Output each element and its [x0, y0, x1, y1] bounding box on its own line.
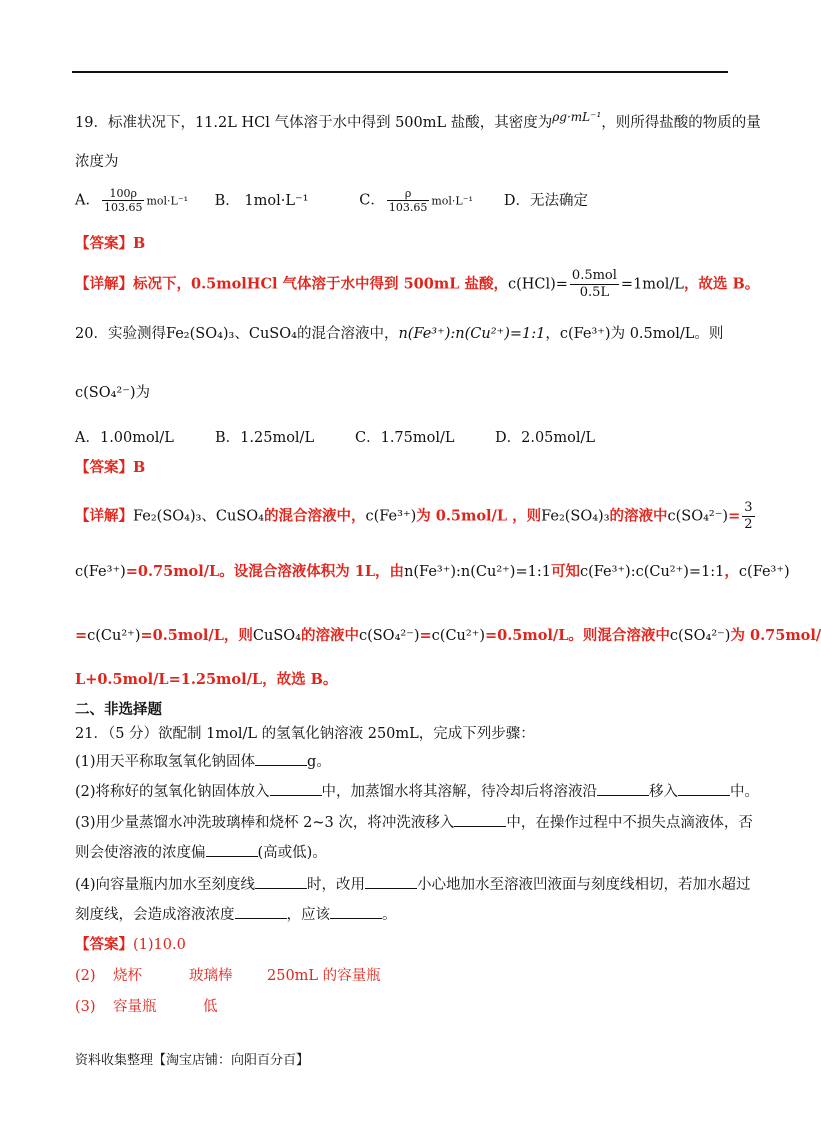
separator: 、: [234, 326, 249, 342]
step-text: 刻度线，会造成溶液浓度: [75, 907, 235, 923]
fraction-3-2: [742, 500, 754, 533]
q19-options: [75, 187, 588, 214]
q21-answer-1: [75, 935, 186, 955]
step-text-c: 移入: [649, 784, 679, 800]
equals: =: [419, 627, 432, 644]
option-a-fraction: [102, 187, 145, 214]
answer-text-c: 250mL 的容量瓶: [267, 968, 381, 984]
q20-detail-1: [75, 500, 757, 533]
formula-ratio: n(Fe³⁺):n(Cu²⁺)=1:1: [398, 326, 546, 342]
answer-text-b: 低: [203, 999, 218, 1015]
formula-cfe: c(Fe³⁺): [365, 508, 417, 525]
option-c-fraction: [387, 187, 430, 214]
formula-cuso4: CuSO₄: [252, 628, 301, 644]
formula-cso4: c(SO₄²⁻): [358, 628, 420, 644]
q20-option-c: C．1.75mol/L: [355, 430, 455, 446]
detail-text-c: 的溶液中: [609, 507, 668, 525]
option-a-unit: mol·L⁻¹: [146, 194, 189, 208]
step-text: (1)用天平称取氢氧化钠固体: [75, 754, 256, 770]
formula-ccu: c(Cu²⁺): [87, 628, 141, 644]
option-a-label: A．: [75, 192, 100, 209]
q20-text: 20．实验测得: [75, 326, 166, 342]
formula-cfe: c(Fe³⁺): [75, 564, 126, 580]
step-text: 则会使溶液的浓度偏: [75, 845, 206, 861]
frac-num: 100ρ: [102, 187, 145, 201]
header-rule: [72, 71, 728, 73]
frac-den: 0.5L: [579, 285, 610, 300]
q20-option-b: B．1.25mol/L: [215, 430, 315, 446]
q21-step4-cont: [75, 904, 397, 925]
blank: [255, 874, 307, 889]
q20-line2: [75, 383, 150, 403]
blank: [365, 874, 417, 889]
step-text: (3)用少量蒸馏水冲洗玻璃棒和烧杯 2~3 次，将冲洗液移入: [75, 815, 455, 831]
detail-text: 的混合溶液中，: [264, 507, 366, 525]
q19-line2: 浓度为: [75, 154, 119, 170]
page-footer: 资料收集整理【淘宝店铺：向阳百分百】: [75, 1053, 310, 1068]
blank: [330, 904, 382, 919]
step-text-b: ，应该: [286, 907, 330, 923]
step-text-b: 时，改用: [307, 877, 366, 893]
q19-option-c: [359, 187, 499, 214]
q19-line1: [75, 107, 761, 133]
formula-ratio: n(Fe³⁺):n(Cu²⁺)=1:1: [404, 564, 551, 580]
frac-num: 3: [744, 500, 753, 515]
separator: 、: [201, 508, 216, 525]
q20-option-d: D．2.05mol/L: [495, 430, 596, 446]
frac-den: 2: [744, 517, 753, 532]
step-text-d: 中。: [730, 784, 760, 800]
q21-answer-3: [75, 997, 218, 1017]
q20-answer: 【答案】B: [75, 459, 146, 476]
detail-label: 【详解】: [75, 507, 133, 525]
detail-result: =1mol/L: [620, 276, 684, 293]
formula-cso4: c(SO₄²⁻): [667, 508, 729, 525]
q19-text: 19．标准状况下，11.2L HCl 气体溶于水中得到 500mL 盐酸，其密度为: [75, 114, 553, 131]
detail-text: 标况下，0.5molHCl 气体溶于水中得到 500mL 盐酸，: [133, 275, 508, 293]
step-text-b: 中，加蒸馏水将其溶解，待冷却后将溶液沿: [321, 784, 598, 800]
q19-option-b: B． 1mol·L⁻¹: [214, 192, 309, 209]
q19-option-d: D．无法确定: [503, 192, 588, 209]
comma: ，: [724, 563, 739, 580]
formula-cso4: c(SO₄²⁻): [75, 385, 136, 401]
q21-intro: 21．（5 分）欲配制 1mol/L 的氢氧化钠溶液 250mL，完成下列步骤：: [75, 726, 535, 742]
frac-den: 103.65: [103, 201, 143, 214]
blank: [235, 904, 287, 919]
q21-step3: [75, 812, 753, 833]
option-c-label: C．: [359, 192, 385, 209]
option-c-unit: mol·L⁻¹: [431, 194, 473, 208]
q19-answer: 【答案】B: [75, 235, 146, 252]
q21-step1: [75, 751, 331, 772]
blank: [206, 842, 258, 857]
formula-fe2so43: Fe₂(SO₄)₃: [165, 326, 235, 342]
answer-number: (2): [75, 968, 96, 984]
q21-step3-cont: [75, 842, 327, 863]
q19-option-a: [75, 187, 210, 214]
frac-den: 103.65: [388, 201, 428, 214]
q20-detail-3: [75, 626, 821, 646]
q20-line1: [75, 324, 723, 344]
formula-fe2so43: Fe₂(SO₄)₃: [541, 508, 610, 525]
q20-option-a: A．1.00mol/L: [75, 430, 174, 446]
answer-number: (3): [75, 999, 96, 1015]
frac-num: 0.5mol: [571, 268, 617, 283]
detail-text-d: 为 0.75mol/: [730, 627, 821, 644]
formula-cuso4: CuSO₄: [215, 508, 264, 525]
q20-detail-4: L+0.5mol/L=1.25mol/L，故选 B。: [75, 671, 338, 688]
frac-num: ρ: [387, 187, 430, 201]
section-title: 二、非选择题: [75, 701, 162, 718]
step-text-b: g。: [307, 754, 331, 770]
q20-text-d: 为: [135, 385, 151, 401]
step-text-c: 。: [382, 907, 397, 923]
detail-expr: c(HCl)=: [507, 276, 568, 293]
comma: ，: [545, 326, 560, 342]
formula-ccu: c(Cu²⁺): [431, 628, 486, 644]
q20-text-c: 为 0.5mol/L。则: [610, 326, 724, 342]
answer-text-b: 玻璃棒: [189, 968, 233, 984]
blank: [270, 781, 322, 796]
answer-text: 容量瓶: [113, 999, 157, 1015]
q21-step4: [75, 874, 751, 895]
q20-text-b: 的混合溶液中，: [296, 326, 399, 342]
answer-text: 烧杯: [113, 968, 142, 984]
formula-cfe: c(Fe³⁺): [738, 564, 790, 580]
equals: =: [728, 507, 741, 525]
answer-label: 【答案】: [75, 936, 133, 953]
q19-text-tail: ，则所得盐酸的物质的量: [601, 114, 761, 131]
q21-answer-2: [75, 966, 381, 986]
q19-detail: [75, 268, 759, 301]
step-text: (2)将称好的氢氧化钠固体放入: [75, 784, 270, 800]
formula-cuso4: CuSO₄: [248, 326, 297, 342]
blank: [678, 781, 730, 796]
step-text-b: 中，在操作过程中不损失点滴液体，否: [506, 815, 753, 831]
q21-step2: [75, 781, 759, 802]
answer-text: (1)10.0: [133, 937, 186, 953]
equals: =: [75, 627, 88, 644]
step-text-c: 小心地加水至溶液凹液面与刻度线相切，若加水超过: [417, 877, 751, 893]
formula-cfe: c(Fe³⁺): [559, 326, 611, 342]
blank: [597, 781, 649, 796]
q20-detail-2: [75, 562, 790, 582]
detail-fraction: [570, 268, 619, 301]
blank: [255, 751, 307, 766]
detail-text-b: 可知: [550, 563, 580, 580]
q19-density: ρg·mL⁻¹: [552, 110, 602, 124]
blank: [454, 812, 506, 827]
formula-ratio-c: c(Fe³⁺):c(Cu²⁺)=1:1: [579, 564, 725, 580]
formula-cso4: c(SO₄²⁻): [669, 628, 731, 644]
detail-label: 【详解】: [75, 275, 133, 293]
detail-text-b: 为 0.5mol/L ，则: [416, 507, 542, 525]
formula-fe2so43: Fe₂(SO₄)₃: [133, 508, 202, 525]
detail-tail: ，故选 B。: [683, 275, 760, 293]
detail-text-c: =0.5mol/L。则混合溶液中: [485, 627, 670, 644]
step-text: (4)向容量瓶内加水至刻度线: [75, 877, 256, 893]
step-text-b: (高或低)。: [257, 845, 327, 861]
detail-text: =0.75mol/L。设混合溶液体积为 1L，由: [125, 563, 405, 580]
q20-options: [75, 428, 595, 448]
detail-text: =0.5mol/L，则: [140, 627, 253, 644]
detail-text-b: 的溶液中: [300, 627, 359, 644]
